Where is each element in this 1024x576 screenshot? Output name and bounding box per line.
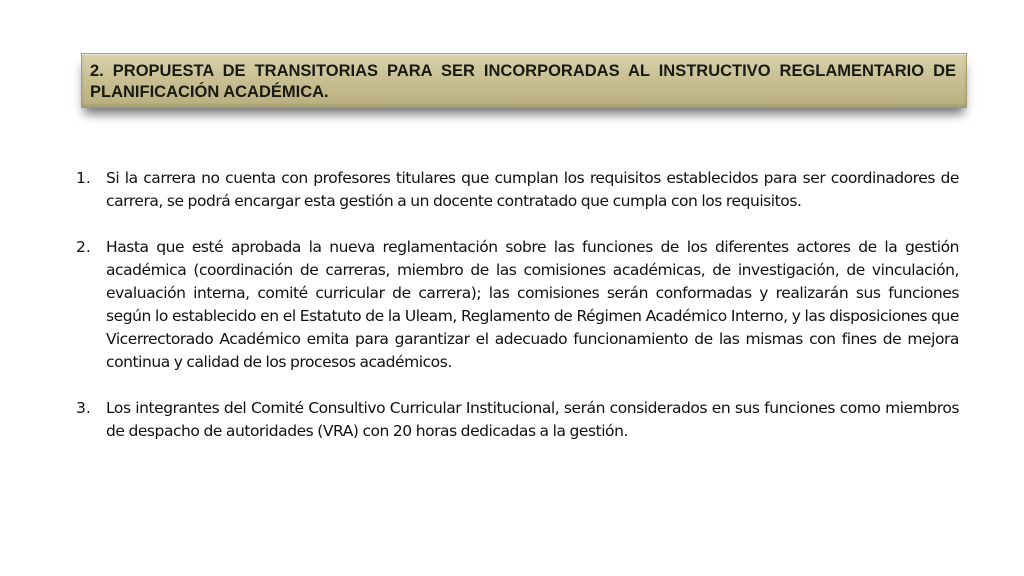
list-item [76,167,959,213]
list-item-number: 2. [76,238,91,256]
list-item [76,397,959,443]
list-item [76,236,959,374]
list-item-number: 3. [76,399,91,417]
list-item-text: Hasta que esté aprobada la nueva reglamentación sobre las funciones de los diferentes actores de la gestión académica (coordinación de carreras, miembro de las comisiones académicas, de investigación, de vinculación, evaluación interna, comité curricular de carrera); las comisiones serán conformadas y realizarán sus funciones según lo establecido en el Estatuto de la Uleam, Reglamento de Régimen Académico Interno, y las disposiciones que Vicerrectorado Académico emita para garantizar el adecuado funcionamiento de las mismas con fines de mejora continua y calidad de los procesos académicos. [106,238,959,371]
list-item-text: Los integrantes del Comité Consultivo Curricular Institucional, serán considerados en sus funciones como miembros de despacho de autoridades (VRA) con 20 horas dedicadas a la gestión. [106,399,959,440]
title-banner [81,53,967,108]
transitory-provisions-list [76,167,959,466]
list-item-text: Si la carrera no cuenta con profesores titulares que cumplan los requisitos establecidos para ser coordinadores de carrera, se podrá encargar esta gestión a un docente contratado que cumpla con los requisitos. [106,169,959,210]
slide-title: 2. PROPUESTA DE TRANSITORIAS PARA SER INCORPORADAS AL INSTRUCTIVO REGLAMENTARIO DE PLANIFICACIÓN ACADÉMICA. [90,62,956,101]
list-item-number: 1. [76,169,91,187]
